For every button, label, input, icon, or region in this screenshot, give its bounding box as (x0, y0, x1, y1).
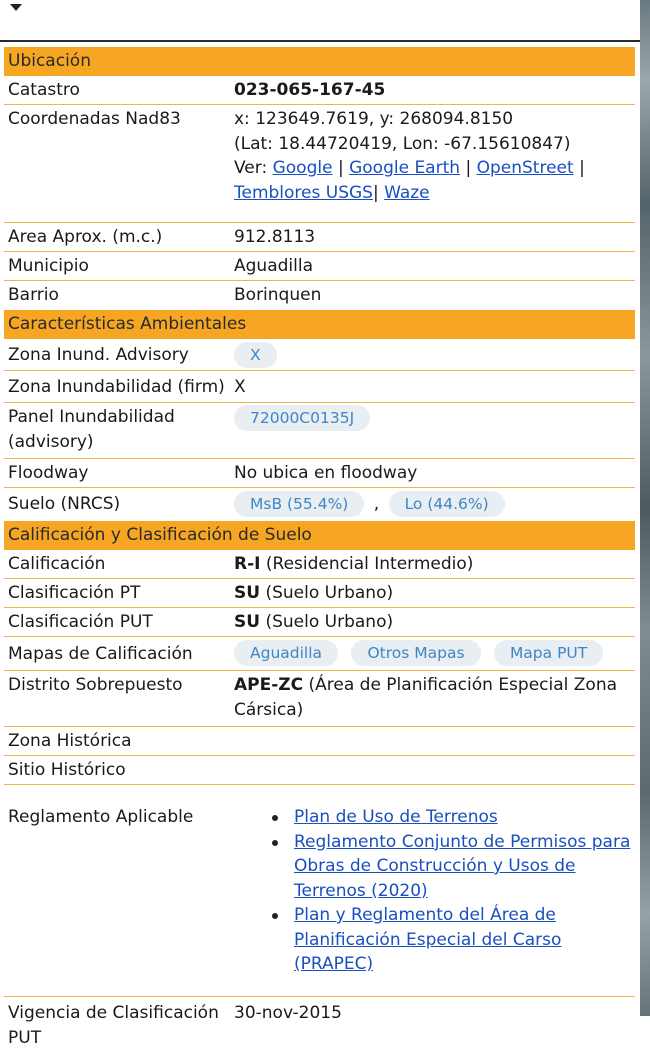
panel-label-line1: Panel Inundabilidad (8, 407, 175, 427)
mapas-label: Mapas de Calificación (8, 644, 193, 664)
vigencia-label (4, 1001, 234, 1055)
reglamento-item (234, 903, 635, 977)
row-municipio (4, 252, 635, 281)
reglamento-list (234, 805, 635, 996)
mapa-aguadilla-button[interactable]: Aguadilla (234, 640, 338, 666)
coords-xy: x: 123649.7619, y: 268094.8150 (234, 109, 514, 129)
otros-mapas-button[interactable]: Otros Mapas (351, 640, 480, 666)
clas-put-value (234, 608, 635, 636)
municipio-value: Aguadilla (234, 256, 313, 276)
calif-label: Calificación (8, 554, 106, 574)
top-bar (0, 0, 640, 42)
suelo-pill-msb[interactable]: MsB (55.4%) (234, 491, 364, 517)
barrio-label: Barrio (8, 285, 59, 305)
clas-pt-desc: (Suelo Urbano) (260, 583, 394, 603)
link-google-earth[interactable]: Google Earth (349, 158, 461, 178)
calif-value (234, 550, 635, 578)
row-distrito-sobrepuesto (4, 671, 635, 727)
row-catastro (4, 76, 635, 105)
row-zona-historica (4, 727, 635, 756)
panel-value (234, 405, 635, 456)
area-value: 912.8113 (234, 227, 316, 247)
property-info-table (4, 47, 635, 1057)
catastro-number: 023-065-167-45 (234, 80, 386, 100)
distrito-line1 (234, 673, 635, 698)
coords-label: Coordenadas Nad83 (8, 109, 181, 129)
prapec-line3: (PRAPEC) (294, 954, 374, 974)
row-sitio-historico (4, 756, 635, 785)
vigencia-label-line1: Vigencia de Clasificación (8, 1003, 219, 1023)
link-reglamento-conjunto[interactable] (294, 832, 630, 901)
row-area (4, 223, 635, 252)
row-clasificacion-put (4, 608, 635, 637)
link-temblores-usgs[interactable]: Temblores USGS (234, 182, 373, 203)
link-separator: | (465, 158, 472, 178)
coords-latlon: (Lat: 18.44720419, Lon: -67.15610847) (234, 133, 571, 154)
suelo-label: Suelo (NRCS) (8, 494, 121, 514)
link-separator: | (337, 158, 344, 178)
ver-label: Ver: (234, 158, 268, 178)
floodway-value: No ubica en floodway (234, 463, 418, 483)
vigencia-value: 30-nov-2015 (234, 1003, 342, 1023)
sitio-hist-label: Sitio Histórico (8, 760, 126, 780)
distrito-desc-2: Cársica) (234, 699, 304, 720)
row-suelo (4, 488, 635, 521)
section-header-calificacion: Calificación y Clasificación de Suelo (4, 521, 635, 550)
catastro-label: Catastro (8, 80, 80, 100)
suelo-separator: , (373, 494, 380, 514)
clas-pt-label: Clasificación PT (8, 583, 141, 603)
clas-put-desc: (Suelo Urbano) (260, 612, 394, 632)
clas-put-label: Clasificación PUT (8, 612, 153, 632)
prapec-line2: Planificación Especial del Carso (294, 929, 562, 950)
zona-inund-firm-label: Zona Inundabilidad (firm) (8, 377, 225, 397)
dropdown-caret-icon[interactable] (10, 4, 22, 11)
row-vigencia (4, 997, 635, 1057)
row-panel-inundabilidad (4, 403, 635, 459)
row-barrio (4, 281, 635, 310)
calif-desc: (Residencial Intermedio) (260, 554, 474, 574)
reglamento-conjunto-line3: Terrenos (2020) (294, 880, 428, 901)
zona-hist-label: Zona Histórica (8, 731, 132, 751)
row-floodway (4, 459, 635, 488)
zona-inund-adv-value (234, 339, 635, 370)
zona-inund-adv-pill[interactable]: X (234, 342, 277, 368)
row-zona-inund-advisory (4, 339, 635, 371)
calif-code: R-I (234, 554, 261, 574)
suelo-pill-lo[interactable]: Lo (44.6%) (389, 491, 505, 517)
distrito-value (234, 673, 635, 724)
coords-links-line2 (234, 181, 635, 206)
municipio-label: Municipio (8, 256, 89, 276)
suelo-value (234, 488, 635, 521)
link-prapec[interactable] (294, 905, 561, 974)
reglamento-label: Reglamento Aplicable (8, 807, 194, 827)
row-coordenadas (4, 105, 635, 223)
reglamento-item (234, 830, 635, 904)
vigencia-label-line2: PUT (8, 1027, 42, 1048)
row-zona-inund-firm (4, 371, 635, 403)
section-header-ambientales: Características Ambientales (4, 310, 635, 339)
row-calificacion (4, 550, 635, 579)
reglamento-conjunto-line2: Obras de Construcción y Usos de (294, 856, 576, 876)
distrito-code: APE-ZC (234, 675, 304, 695)
link-waze[interactable]: Waze (384, 182, 430, 203)
panel-pill[interactable]: 72000C0135J (234, 405, 370, 431)
mapa-put-button[interactable]: Mapa PUT (494, 640, 603, 666)
reglamento-conjunto-line1: Reglamento Conjunto de Permisos para (294, 831, 631, 852)
barrio-value: Borinquen (234, 285, 322, 305)
distrito-label: Distrito Sobrepuesto (8, 675, 183, 695)
row-reglamento-aplicable (4, 785, 635, 997)
zona-inund-firm-value: X (234, 377, 246, 397)
row-clasificacion-pt (4, 579, 635, 608)
mapas-buttons (234, 637, 635, 670)
area-label: Area Aprox. (m.c.) (8, 227, 163, 247)
link-openstreet[interactable]: OpenStreet (476, 158, 574, 178)
clas-pt-value (234, 579, 635, 607)
reglamento-item (234, 805, 635, 830)
link-separator: | (372, 182, 379, 203)
background-map-strip (640, 0, 650, 1016)
floodway-label: Floodway (8, 463, 89, 483)
panel-label (4, 405, 234, 456)
row-mapas-calificacion (4, 637, 635, 671)
distrito-desc-1: (Área de Planificación Especial Zona (303, 675, 618, 695)
section-header-ubicacion: Ubicación (4, 47, 635, 76)
link-plan-uso-terrenos[interactable]: Plan de Uso de Terrenos (294, 807, 498, 827)
catastro-value (234, 76, 635, 104)
coords-value (234, 107, 635, 220)
link-google[interactable]: Google (272, 158, 333, 178)
prapec-line1: Plan y Reglamento del Área de (294, 905, 556, 925)
link-separator: | (579, 158, 585, 178)
zona-inund-adv-label: Zona Inund. Advisory (8, 345, 189, 365)
panel-label-line2: (advisory) (8, 431, 94, 452)
clas-pt-code: SU (234, 583, 261, 603)
clas-put-code: SU (234, 612, 261, 632)
coords-links-line1 (234, 156, 635, 181)
